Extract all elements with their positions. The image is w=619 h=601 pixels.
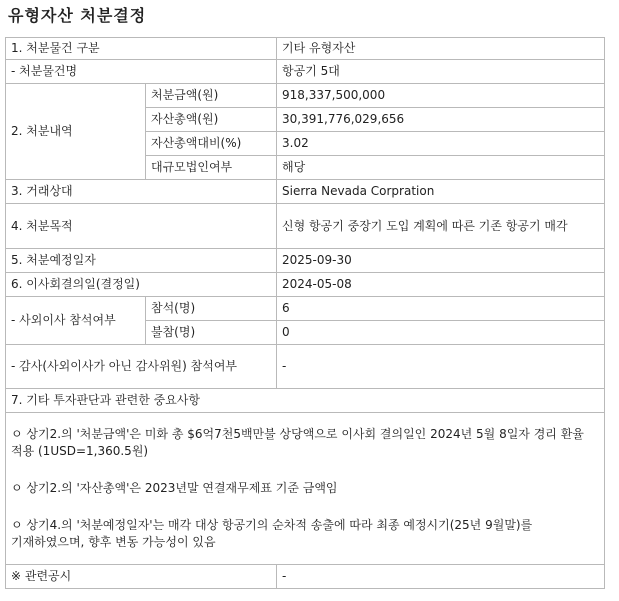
- item-name-value: 항공기 5대: [277, 60, 605, 84]
- planned-date-value: 2025-09-30: [277, 249, 605, 273]
- related-disclosure-label: ※ 관련공시: [6, 565, 277, 589]
- auditor-value: -: [277, 345, 605, 389]
- note-paragraph: ㅇ 상기4.의 '처분예정일자'는 매각 대상 항공기의 순차적 송출에 따라 최종 예정시기(25년 9월말)를 기재하였으며, 향후 변동 가능성이 있음: [11, 518, 533, 549]
- counterparty-label: 3. 거래상대: [6, 180, 277, 204]
- table-row: [6, 345, 605, 389]
- item-name-label: - 처분물건명: [6, 60, 277, 84]
- present-value: 6: [277, 297, 605, 321]
- auditor-label: - 감사(사외이사가 아닌 감사위원) 참석여부: [6, 345, 277, 389]
- absent-value: 0: [277, 321, 605, 345]
- planned-date-label: 5. 처분예정일자: [6, 249, 277, 273]
- detail-label: 2. 처분내역: [6, 84, 146, 180]
- counterparty-value: Sierra Nevada Corpration: [277, 180, 605, 204]
- other-matters-header: 7. 기타 투자판단과 관련한 중요사항: [6, 389, 605, 413]
- category-value: 기타 유형자산: [277, 38, 605, 60]
- note-paragraph: ㅇ 상기2.의 '자산총액'은 2023년말 연결재무제표 기준 금액임: [11, 481, 338, 495]
- table-row: [6, 38, 605, 60]
- table-row: [6, 565, 605, 589]
- total-assets-value: 30,391,776,029,656: [277, 108, 605, 132]
- purpose-label: 4. 처분목적: [6, 204, 277, 249]
- absent-label: 불참(명): [146, 321, 277, 345]
- table-row: [6, 180, 605, 204]
- amount-label: 처분금액(원): [146, 84, 277, 108]
- table-row: [6, 84, 605, 108]
- note-paragraph: ㅇ 상기2.의 '처분금액'은 미화 총 $6억7천5백만불 상당액으로 이사회 결의일인 2024년 5월 8일자 경리 환율 적용 (1USD=1,360.5원): [11, 427, 584, 458]
- total-assets-label: 자산총액(원): [146, 108, 277, 132]
- table-row: [6, 297, 605, 321]
- table-row: [6, 60, 605, 84]
- table-row: [6, 204, 605, 249]
- outside-directors-label: - 사외이사 참석여부: [6, 297, 146, 345]
- purpose-value: 신형 항공기 중장기 도입 계획에 따른 기존 항공기 매각: [277, 204, 605, 249]
- board-date-label: 6. 이사회결의일(결정일): [6, 273, 277, 297]
- large-corp-value: 해당: [277, 156, 605, 180]
- table-row: [6, 413, 605, 565]
- amount-value: 918,337,500,000: [277, 84, 605, 108]
- board-date-value: 2024-05-08: [277, 273, 605, 297]
- disclosure-table: [5, 37, 605, 589]
- page-title: 유형자산 처분결정: [8, 6, 147, 25]
- table-row: [6, 273, 605, 297]
- ratio-value: 3.02: [277, 132, 605, 156]
- table-row: [6, 389, 605, 413]
- category-label: 1. 처분물건 구분: [6, 38, 277, 60]
- related-disclosure-value: -: [277, 565, 605, 589]
- ratio-label: 자산총액대비(%): [146, 132, 277, 156]
- present-label: 참석(명): [146, 297, 277, 321]
- table-row: [6, 249, 605, 273]
- other-matters-notes: [6, 413, 605, 565]
- large-corp-label: 대규모법인여부: [146, 156, 277, 180]
